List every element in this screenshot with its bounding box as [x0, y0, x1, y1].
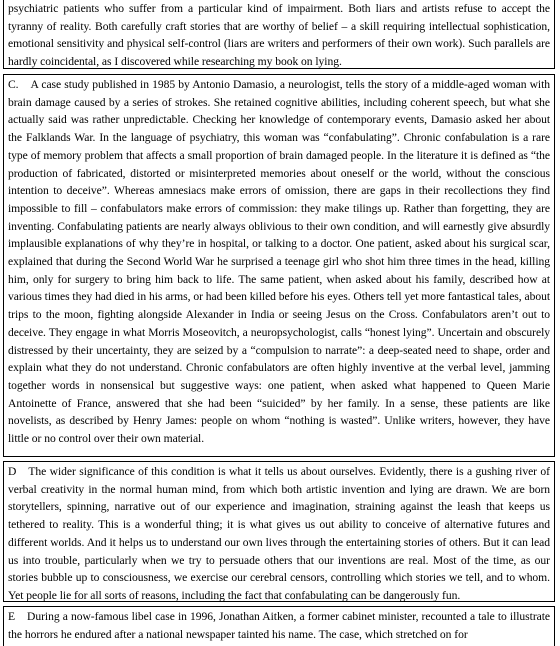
paragraph-box-d: [3, 461, 555, 602]
paragraph-text: The wider significance of this condition is what it tells us about ourselves. Evidently, there is a gushing river of verbal creativity in the normal human mind, from which both artistic invention and lying are drawn. We are born storytellers, spinning, narrative out of our experience and imagination, straining against the leash that keeps us tethered to reality. This is a wonderful thing; it is what gives us out ability to conceive of alternative futures and different worlds. And it helps us to understand our own lives through the entertaining stories of others. But it can lead us into trouble, particularly when we try to persuade others that our inventions are real. Most of the time, as our stories bubble up to consciousness, we exercise our cerebral censors, controlling which stories we tell, and to whom. Yet people lie for all sorts of reasons, including the fact that confabulating can be dangerously fun.: [8, 465, 550, 602]
paragraph-c: [8, 76, 550, 448]
paragraph-text: psychiatric patients who suffer from a particular kind of impairment. Both liars and artists refuse to accept the tyranny of reality. Both carefully craft stories that are worthy of belief – a skill requiring intellectual sophistication, emotional sensitivity and physical self-control (liars are writers and performers of their own work). Such parallels are hardly coincidental, as I discovered while researching my book on lying.: [8, 2, 550, 69]
paragraph-box-b-continued: [3, 0, 555, 69]
paragraph-box-c: [3, 74, 555, 457]
paragraph-label: D: [8, 465, 17, 478]
paragraph-text: A case study published in 1985 by Antonio Damasio, a neurologist, tells the story of a middle-aged woman with brain damage caused by a series of strokes. She retained cognitive abilities, including coherent speech, but what she actually said was rather unpredictable. Checking her knowledge of contemporary events, Damasio asked her about the Falklands War. In the language of psychiatry, this woman was “confabulating”. Chronic confabulation is a rare type of memory problem that affects a small proportion of brain damaged people. In the literature it is defined as “the production of fabricated, distorted or misinterpreted memories about oneself or the world, without the conscious intention to deceive”. Whereas amnesiacs make errors of omission, there are gaps in their recollections they find impossible to fill – confabulators make errors of commission: they make tilings up. Rather than forgetting, they are inventing. Confabulating patients are nearly always oblivious to their own condition, and will earnestly give absurdly implausible explanations of why they’re in hospital, or talking to a doctor. One patient, asked about his surgical scar, explained that during the Second World War he surprised a teenage girl who shot him three times in the head, killing him, only for surgery to bring him back to life. The same patient, when asked about his family, described how at various times they had died in his arms, or had been killed before his eyes. Others tell yet more fantastical tales, about trips to the moon, fighting alongside Alexander in India or seeing Jesus on the Cross. Confabulators aren’t out to deceive. They engage in what Morris Moseovitch, a neuropsychologist, calls “honest lying”. Uncertain and obscurely distressed by their uncertainty, they are seized by a “compulsion to narrate”: a deep-seated need to shape, order and explain what they do not understand. Chronic confabulators are often highly inventive at the verbal level, jamming together words in nonsensical but suggestive ways: one patient, when asked what happened to Queen Marie Antoinette of France, answered that she had been “suicided” by her family. In a sense, these patients are like novelists, as described by Henry James: people on whom “nothing is wasted”. Unlike writers, however, they have little or no control over their own material.: [8, 78, 550, 446]
paragraph-label: C.: [8, 78, 19, 91]
paragraph-box-e: [3, 606, 555, 646]
paragraph-label: E: [8, 610, 16, 623]
paragraph-e: [8, 608, 550, 643]
paragraph-d: [8, 463, 550, 605]
paragraph-text: During a now-famous libel case in 1996, Jonathan Aitken, a former cabinet minister, recounted a tale to illustrate the horrors he endured after a national newspaper tainted his name. The case, which stretched on for: [8, 610, 550, 641]
